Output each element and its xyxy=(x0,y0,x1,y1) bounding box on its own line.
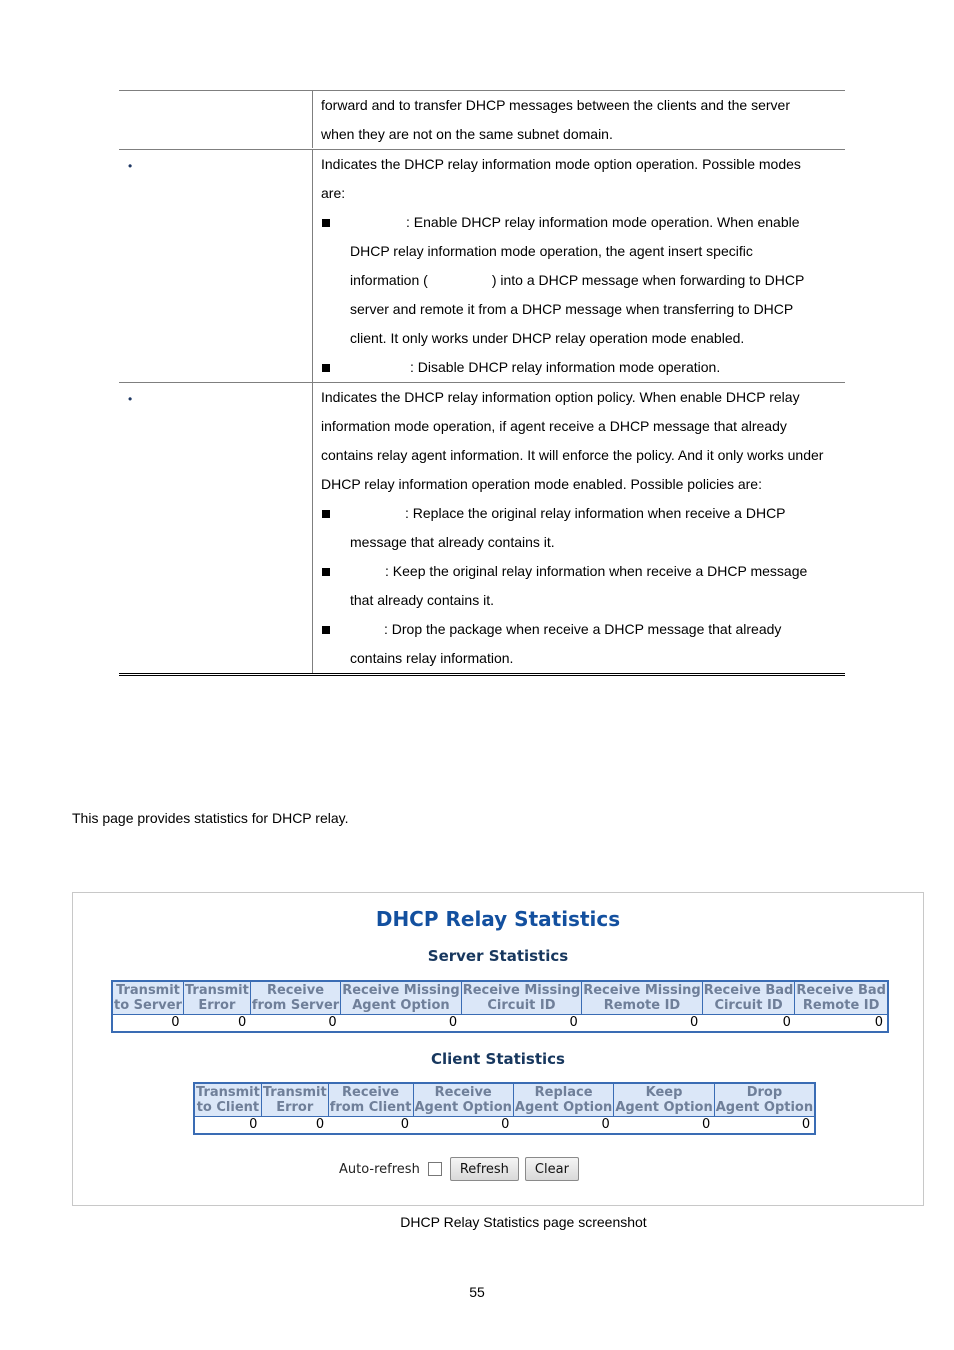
column-header-line: Remote ID xyxy=(603,998,681,1013)
desc-line: that already contains it. xyxy=(350,592,494,608)
column-header-line: Receive xyxy=(342,1085,400,1100)
column-header-line: Drop xyxy=(746,1085,783,1100)
column-header-line: Agent Option xyxy=(414,1100,512,1115)
client-statistics-title: Client Statistics xyxy=(430,1050,565,1068)
param-description xyxy=(313,91,845,149)
desc-line: ) into a DHCP message when forwarding to DHCP xyxy=(491,272,805,288)
column-header xyxy=(328,1083,413,1117)
refresh-controls xyxy=(339,1157,585,1181)
stat-value: 0 xyxy=(328,1015,337,1030)
column-header xyxy=(714,1083,815,1117)
param-row-information-policy xyxy=(119,383,845,676)
column-header xyxy=(183,981,250,1015)
column-header xyxy=(795,981,888,1015)
stat-value: 0 xyxy=(782,1015,791,1030)
desc-line: : Drop the package when receive a DHCP message that already xyxy=(384,621,782,637)
bullet-icon: • xyxy=(128,159,133,173)
param-name-cell xyxy=(119,150,313,382)
clear-button[interactable]: Clear xyxy=(525,1157,579,1181)
desc-line: message that already contains it. xyxy=(350,534,555,550)
dhcp-relay-statistics-panel xyxy=(72,892,924,1206)
desc-line: information mode operation, if agent receive a DHCP message that already xyxy=(321,418,787,434)
column-header-line: Circuit ID xyxy=(487,998,556,1013)
square-bullet-icon xyxy=(322,626,330,634)
policy-item-keep xyxy=(321,557,841,615)
table-row xyxy=(194,1117,815,1135)
desc-line: forward and to transfer DHCP messages between the clients and the server xyxy=(321,97,790,113)
column-header-line: Transmit xyxy=(262,1085,327,1100)
column-header-line: Agent Option xyxy=(352,998,450,1013)
column-header-line: Receive Missing xyxy=(342,983,460,998)
desc-line: server and remote it from a DHCP message when transferring to DHCP xyxy=(350,301,794,317)
column-header-line: Receive xyxy=(434,1085,492,1100)
column-header xyxy=(261,1083,328,1117)
column-header-line: Receive xyxy=(266,983,325,998)
figure-caption: DHCP Relay Statistics page screenshot xyxy=(400,1214,647,1230)
column-header-line: from Client xyxy=(329,1100,412,1115)
column-header-line: Receive Bad xyxy=(796,983,886,998)
server-statistics-table xyxy=(111,980,889,1033)
desc-line: when they are not on the same subnet domain. xyxy=(321,126,613,142)
desc-line: : Disable DHCP relay information mode operation. xyxy=(410,359,721,375)
column-header-line: Agent Option xyxy=(615,1100,713,1115)
column-header-line: Receive Missing xyxy=(462,983,581,998)
column-header-line: Transmit xyxy=(184,983,249,998)
stat-value: 0 xyxy=(569,1015,578,1030)
stat-value: 0 xyxy=(801,1117,811,1132)
stat-value: 0 xyxy=(249,1117,258,1132)
column-header-line: Receive Bad xyxy=(703,983,794,998)
column-header-line: from Server xyxy=(251,998,340,1013)
stat-value: 0 xyxy=(171,1015,180,1030)
param-row-server-forward xyxy=(119,91,845,150)
table-row xyxy=(112,1015,888,1033)
column-header-line: Remote ID xyxy=(802,998,880,1013)
square-bullet-icon xyxy=(322,364,330,372)
parameter-table xyxy=(119,90,845,676)
auto-refresh-checkbox[interactable] xyxy=(428,1162,442,1176)
param-row-information-mode xyxy=(119,150,845,383)
column-header-line: Error xyxy=(276,1100,314,1115)
column-header-line: Agent Option xyxy=(715,1100,814,1115)
policy-item-drop xyxy=(321,615,841,673)
column-header xyxy=(513,1083,613,1117)
desc-line: Indicates the DHCP relay information option policy. When enable DHCP relay xyxy=(321,389,800,405)
desc-line: : Enable DHCP relay information mode operation. When enable xyxy=(406,214,800,230)
param-description xyxy=(313,383,845,673)
column-header-line: Transmit xyxy=(196,1085,260,1100)
desc-line: Indicates the DHCP relay information mode option operation. Possible modes xyxy=(321,156,801,172)
bullet-icon: • xyxy=(128,392,133,406)
square-bullet-icon xyxy=(322,219,330,227)
column-header-line: to Client xyxy=(196,1100,260,1115)
desc-line: client. It only works under DHCP relay operation mode enabled. xyxy=(350,330,745,346)
square-bullet-icon xyxy=(322,510,330,518)
stat-value: 0 xyxy=(238,1015,247,1030)
page-description: This page provides statistics for DHCP relay. xyxy=(72,810,349,826)
column-header-line: Agent Option xyxy=(514,1100,613,1115)
column-header-line: to Server xyxy=(114,998,182,1013)
stat-value: 0 xyxy=(400,1117,409,1132)
stat-value: 0 xyxy=(448,1015,458,1030)
column-header-line: Receive Missing xyxy=(583,983,701,998)
desc-line: DHCP relay information mode operation, the agent insert specific xyxy=(350,243,753,259)
stat-value: 0 xyxy=(701,1117,711,1132)
column-header-line: Keep xyxy=(645,1085,683,1100)
stat-value: 0 xyxy=(601,1117,610,1132)
desc-line: contains relay agent information. It will enforce the policy. And it only works under xyxy=(321,447,824,463)
param-description xyxy=(313,150,845,382)
column-header xyxy=(702,981,795,1015)
server-statistics-title: Server Statistics xyxy=(427,947,569,965)
column-header xyxy=(413,1083,513,1117)
refresh-button[interactable]: Refresh xyxy=(450,1157,519,1181)
column-header-line: Replace xyxy=(534,1085,593,1100)
option-item-enabled xyxy=(321,208,841,353)
table-header-row xyxy=(112,981,888,1015)
column-header-line: Transmit xyxy=(116,983,180,998)
page-number: 55 xyxy=(469,1284,485,1300)
param-name-cell xyxy=(119,383,313,673)
column-header xyxy=(582,981,703,1015)
desc-line: contains relay information. xyxy=(350,650,514,666)
stat-value: 0 xyxy=(874,1015,883,1030)
table-header-row xyxy=(194,1083,815,1117)
desc-line: information ( xyxy=(350,272,428,288)
desc-line: are: xyxy=(321,185,346,201)
desc-line: : Replace the original relay information when receive a DHCP xyxy=(405,505,786,521)
column-header-line: Circuit ID xyxy=(714,998,783,1013)
desc-line: DHCP relay information operation mode enabled. Possible policies are: xyxy=(321,476,762,492)
column-header xyxy=(341,981,462,1015)
column-header xyxy=(112,981,183,1015)
column-header xyxy=(250,981,340,1015)
param-name-cell xyxy=(119,91,313,148)
column-header-line: Error xyxy=(198,998,236,1013)
column-header xyxy=(194,1083,261,1117)
option-item-disabled xyxy=(321,353,841,382)
policy-item-replace xyxy=(321,499,841,557)
stat-value: 0 xyxy=(689,1015,699,1030)
auto-refresh-label: Auto-refresh xyxy=(339,1161,420,1177)
panel-title: DHCP Relay Statistics xyxy=(375,907,621,931)
client-statistics-table xyxy=(193,1082,816,1135)
column-header xyxy=(614,1083,714,1117)
column-header xyxy=(461,981,582,1015)
stat-value: 0 xyxy=(501,1117,510,1132)
stat-value: 0 xyxy=(315,1117,325,1132)
desc-line: : Keep the original relay information when receive a DHCP message xyxy=(385,563,808,579)
square-bullet-icon xyxy=(322,568,330,576)
